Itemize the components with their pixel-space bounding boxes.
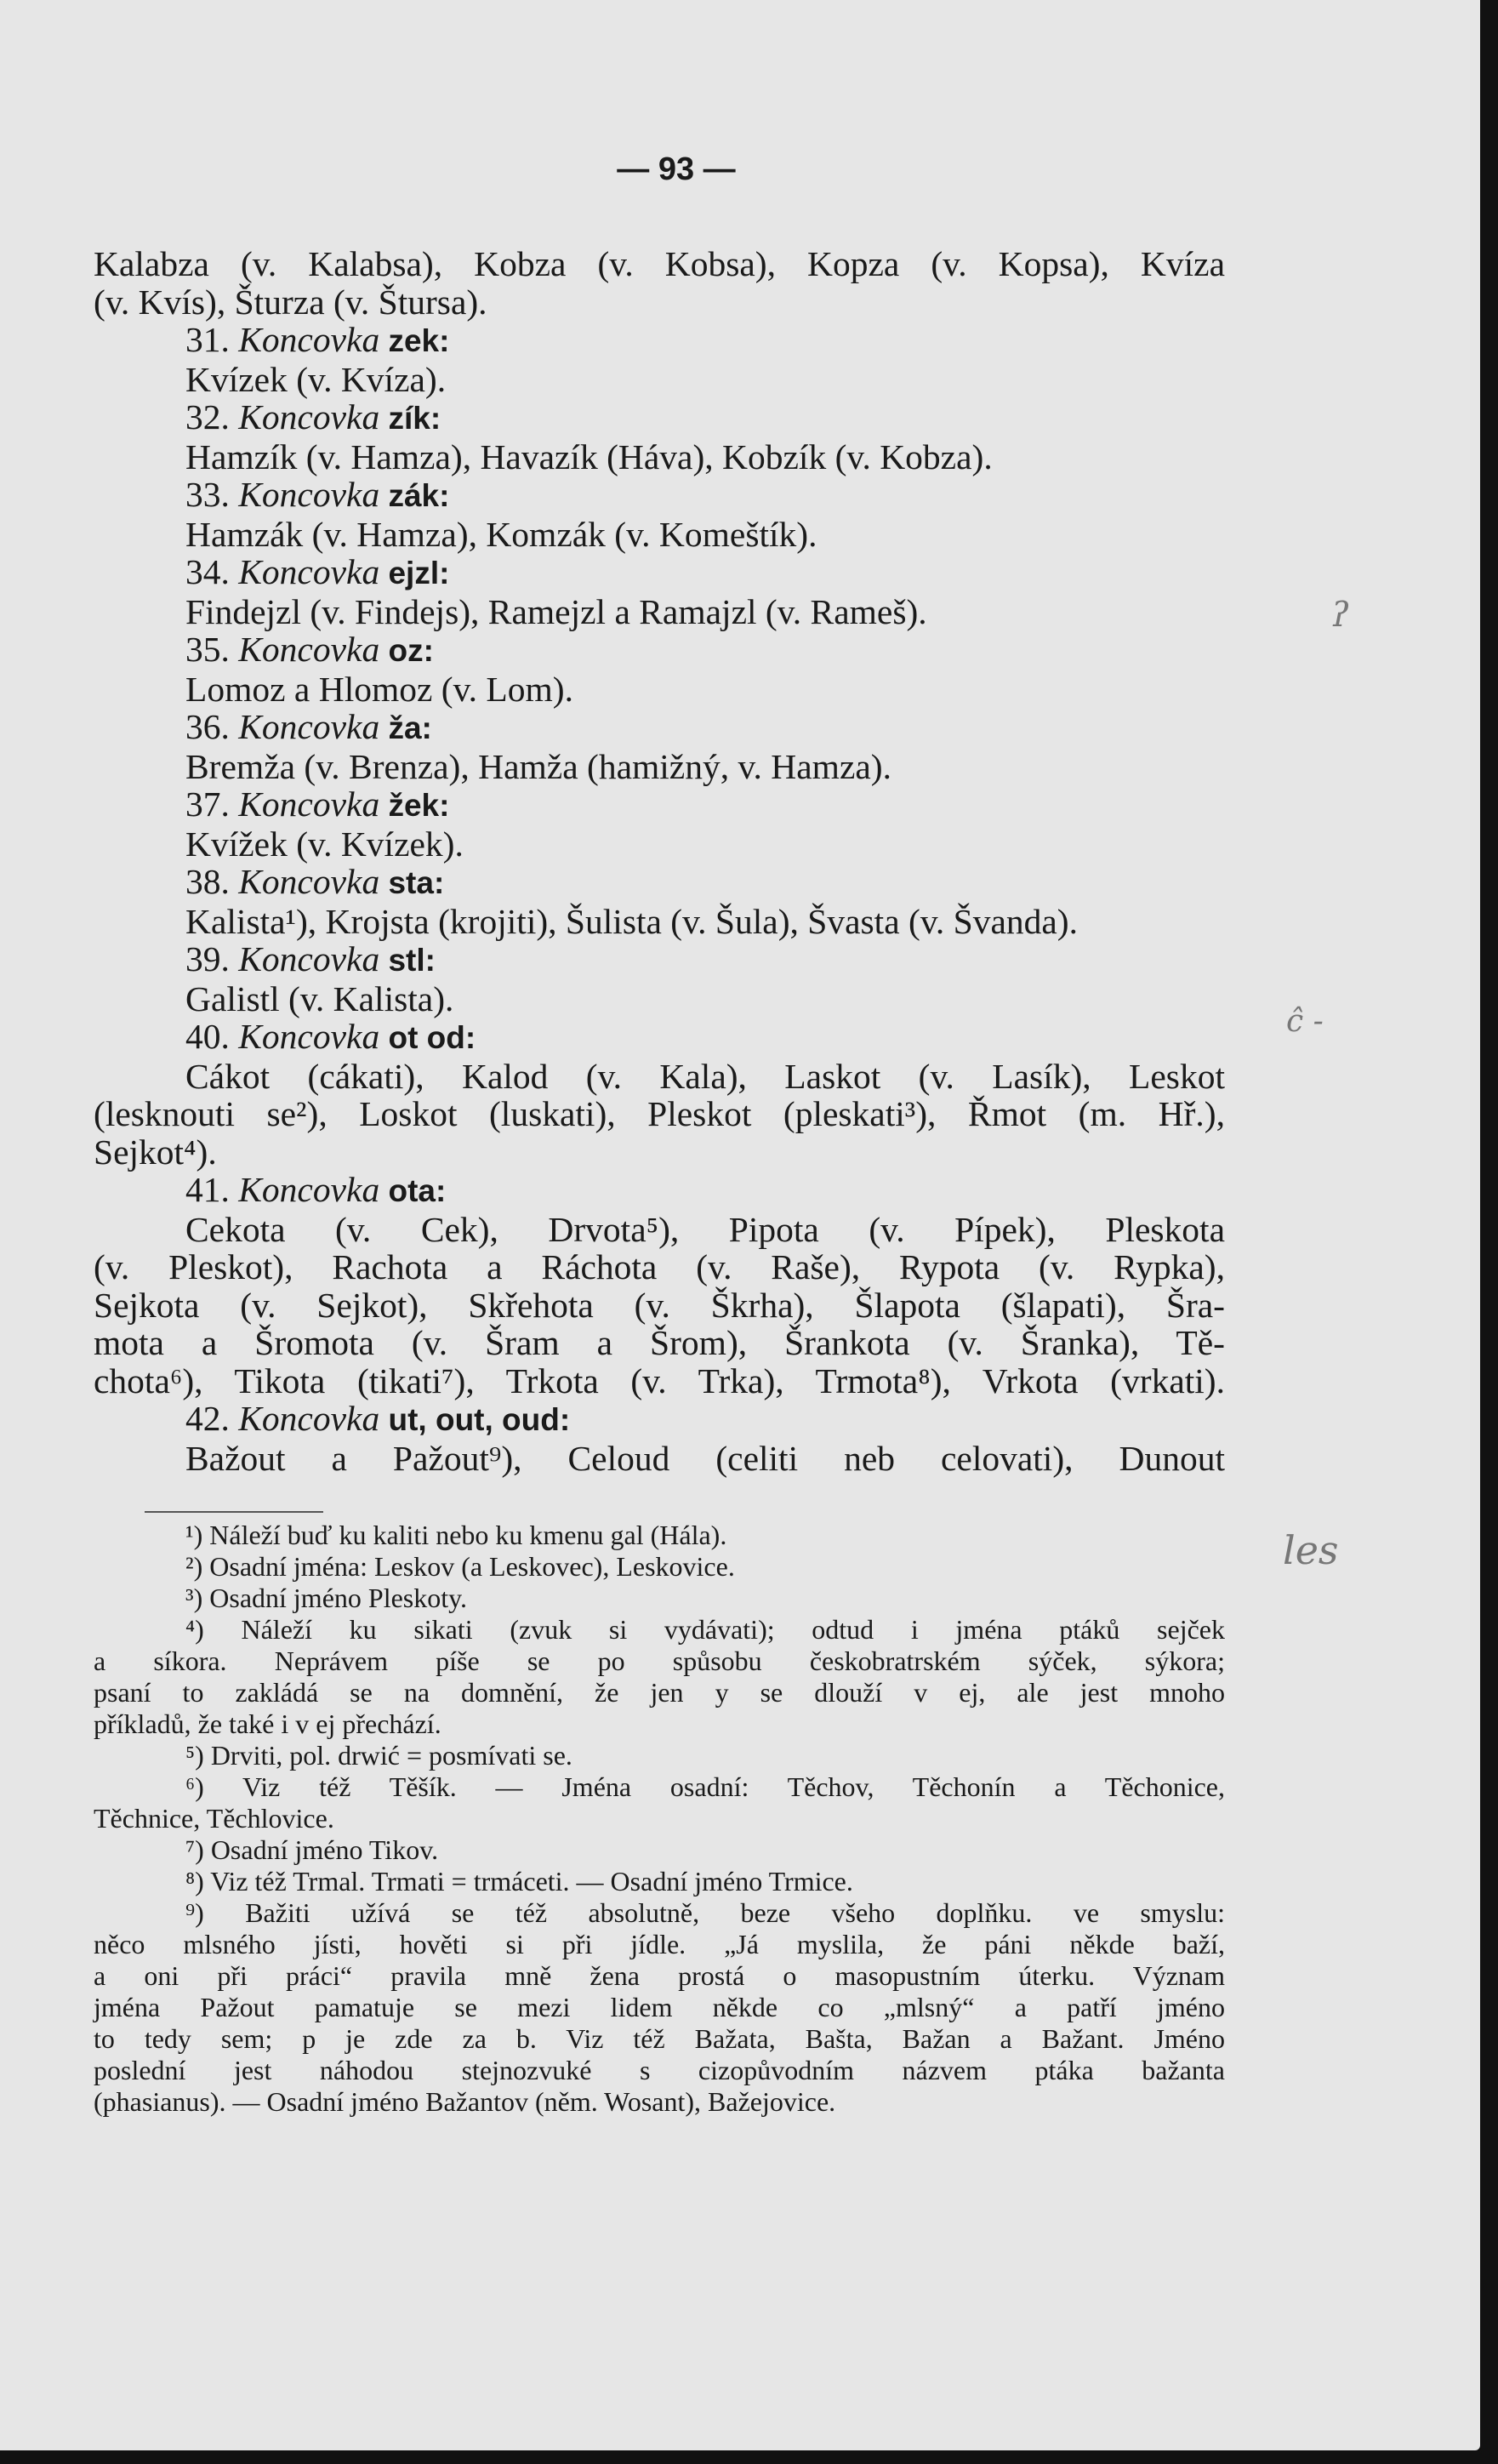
section-number: 37.	[185, 784, 239, 824]
footnote-line: příkladů, že také i v ej přechází.	[94, 1708, 441, 1739]
text-line: Galistl (v. Kalista).	[185, 978, 454, 1018]
text-line: Findejzl (v. Findejs), Ramejzl a Ramajzl (v. Rameš).	[185, 591, 927, 631]
text-line: Kalabza (v. Kalabsa), Kobza (v. Kobsa), Kopza (v. Kopsa), Kvíza	[94, 244, 1225, 283]
text-line: Sejkot⁴).	[94, 1132, 217, 1172]
footnote-line: ⁵) Drviti, pol. drwić = posmívati se.	[185, 1740, 572, 1771]
section-label: Koncovka	[238, 552, 380, 591]
footnote-line: ⁶) Viz též Těšík. — Jména osadní: Těchov, Těchonín a Těchonice,	[185, 1771, 1225, 1802]
section-number: 38.	[185, 862, 239, 901]
footnote-line: ⁸) Viz též Trmal. Trmati = trmáceti. — Osadní jméno Trmice.	[185, 1866, 853, 1896]
scan-edge-bottom	[0, 2450, 1498, 2464]
section-label: Koncovka	[238, 1399, 380, 1438]
footnote-line: (phasianus). — Osadní jméno Bažantov (něm. Wosant), Bažejovice.	[94, 2086, 836, 2117]
section-label: Koncovka	[238, 862, 380, 901]
text-line: mota a Šromota (v. Šram a Šrom), Šrankota (v. Šranka), Tě-	[94, 1323, 1225, 1362]
text-line: Hamzák (v. Hamza), Komzák (v. Komeštík).	[185, 514, 817, 554]
footnote-line: ²) Osadní jména: Leskov (a Leskovec), Leskovice.	[185, 1551, 735, 1582]
footnotes	[94, 1520, 1225, 2118]
footnote-line: Těchnice, Těchlovice.	[94, 1803, 334, 1834]
text-line: Bažout a Pažout⁹), Celoud (celiti neb celovati), Dunout	[185, 1438, 1225, 1478]
scan-edge	[1480, 0, 1498, 2464]
footnote-line: ³) Osadní jméno Pleskoty.	[185, 1583, 468, 1613]
page-number: — 93 —	[617, 151, 736, 187]
text-line: (v. Pleskot), Rachota a Ráchota (v. Raše), Rypota (v. Rypka),	[94, 1247, 1225, 1286]
section-heading	[94, 1018, 1225, 1058]
section-number: 41.	[185, 1170, 239, 1209]
section-number: 40.	[185, 1017, 239, 1056]
suffix: ut, out, oud:	[379, 1402, 571, 1437]
footnote-line: jména Pažout pamatuje se mezi lidem někde co „mlsný“ a patří jméno	[94, 1992, 1225, 2022]
section-label: Koncovka	[238, 784, 380, 824]
footnote-line: ⁹) Bažiti užívá se též absolutně, beze všeho doplňku. ve smyslu:	[185, 1897, 1225, 1928]
section-label: Koncovka	[238, 1170, 380, 1209]
text-line: Kalista¹), Krojsta (krojiti), Šulista (v. Šula), Švasta (v. Švanda).	[185, 901, 1078, 941]
margin-note: les	[1283, 1527, 1339, 1573]
text-line: Lomoz a Hlomoz (v. Lom).	[185, 669, 573, 709]
section-number: 33.	[185, 475, 239, 514]
margin-note: ʔ	[1331, 596, 1350, 635]
section-number: 35.	[185, 630, 239, 669]
section-heading	[94, 708, 1225, 748]
margin-note: ĉ -	[1286, 1004, 1324, 1039]
footnote-line: to tedy sem; p je zde za b. Viz též Bažata, Bašta, Bažan a Bažant. Jméno	[94, 2023, 1225, 2054]
text-line: (v. Kvís), Šturza (v. Štursa).	[94, 282, 487, 322]
section-heading	[94, 321, 1225, 361]
text-line: Cákot (cákati), Kalod (v. Kala), Laskot (v. Lasík), Leskot	[185, 1056, 1225, 1096]
footnote-line: ⁴) Náleží ku sikati (zvuk si vydávati); odtud i jména ptáků sejček	[185, 1614, 1225, 1645]
section-heading	[94, 476, 1225, 516]
suffix: zík:	[379, 401, 441, 436]
section-heading	[94, 940, 1225, 980]
section-number: 34.	[185, 552, 239, 591]
text-line: Cekota (v. Cek), Drvota⁵), Pipota (v. Pípek), Pleskota	[185, 1209, 1225, 1249]
section-heading	[94, 863, 1225, 903]
section-label: Koncovka	[238, 397, 380, 436]
suffix: ot od:	[379, 1020, 476, 1055]
section-heading	[94, 785, 1225, 825]
section-number: 39.	[185, 939, 239, 978]
section-label: Koncovka	[238, 1017, 380, 1056]
footnote-line: psaní to zakládá se na domnění, že jen y se dlouží v ej, ale jest mnoho	[94, 1677, 1225, 1708]
footnote-rule	[145, 1511, 323, 1513]
section-heading	[94, 630, 1225, 670]
suffix: ejzl:	[379, 556, 450, 590]
section-number: 36.	[185, 707, 239, 746]
section-number: 42.	[185, 1399, 239, 1438]
text-line: Sejkota (v. Sejkot), Skřehota (v. Škrha), Šlapota (šlapati), Šra-	[94, 1285, 1225, 1325]
text-line: Hamzík (v. Hamza), Havazík (Háva), Kobzík (v. Kobza).	[185, 436, 993, 476]
suffix: ža:	[379, 710, 432, 745]
text-line: (lesknouti se²), Loskot (luskati), Pleskot (pleskati³), Řmot (m. Hř.),	[94, 1094, 1225, 1133]
footnote-line: něco mlsného jísti, hověti si při jídle. „Já myslila, že páni někde baží,	[94, 1929, 1225, 1959]
suffix: stl:	[379, 943, 436, 978]
text-line: chota⁶), Tikota (tikati⁷), Trkota (v. Trka), Trmota⁸), Vrkota (vrkati).	[94, 1360, 1225, 1400]
section-heading	[94, 398, 1225, 438]
section-heading	[94, 1400, 1225, 1440]
suffix: zek:	[379, 323, 450, 358]
section-label: Koncovka	[238, 630, 380, 669]
suffix: sta:	[379, 865, 445, 900]
main-text	[94, 245, 1225, 1477]
section-label: Koncovka	[238, 320, 380, 359]
suffix: zák:	[379, 478, 450, 513]
section-number: 31.	[185, 320, 239, 359]
section-label: Koncovka	[238, 475, 380, 514]
footnote-line: ¹) Náleží buď ku kaliti nebo ku kmenu gal (Hála).	[185, 1520, 727, 1550]
suffix: oz:	[379, 633, 434, 668]
section-number: 32.	[185, 397, 239, 436]
text-line: Bremža (v. Brenza), Hamža (hamižný, v. Hamza).	[185, 746, 891, 786]
suffix: ota:	[379, 1173, 447, 1208]
footnote-line: a oni při práci“ pravila mně žena prostá o masopustním úterku. Význam	[94, 1960, 1225, 1991]
text-line: Kvížek (v. Kvízek).	[185, 824, 464, 864]
section-label: Koncovka	[238, 707, 380, 746]
suffix: žek:	[379, 788, 450, 823]
footnote-line: a síkora. Neprávem píše se po spůsobu českobratrském sýček, sýkora;	[94, 1646, 1225, 1676]
section-heading	[94, 553, 1225, 593]
section-label: Koncovka	[238, 939, 380, 978]
footnote-line: ⁷) Osadní jméno Tikov.	[185, 1834, 439, 1865]
footnote-line: poslední jest náhodou stejnozvuké s cizopůvodním názvem ptáka bažanta	[94, 2055, 1225, 2085]
text-line: Kvízek (v. Kvíza).	[185, 359, 447, 399]
section-heading	[94, 1171, 1225, 1211]
